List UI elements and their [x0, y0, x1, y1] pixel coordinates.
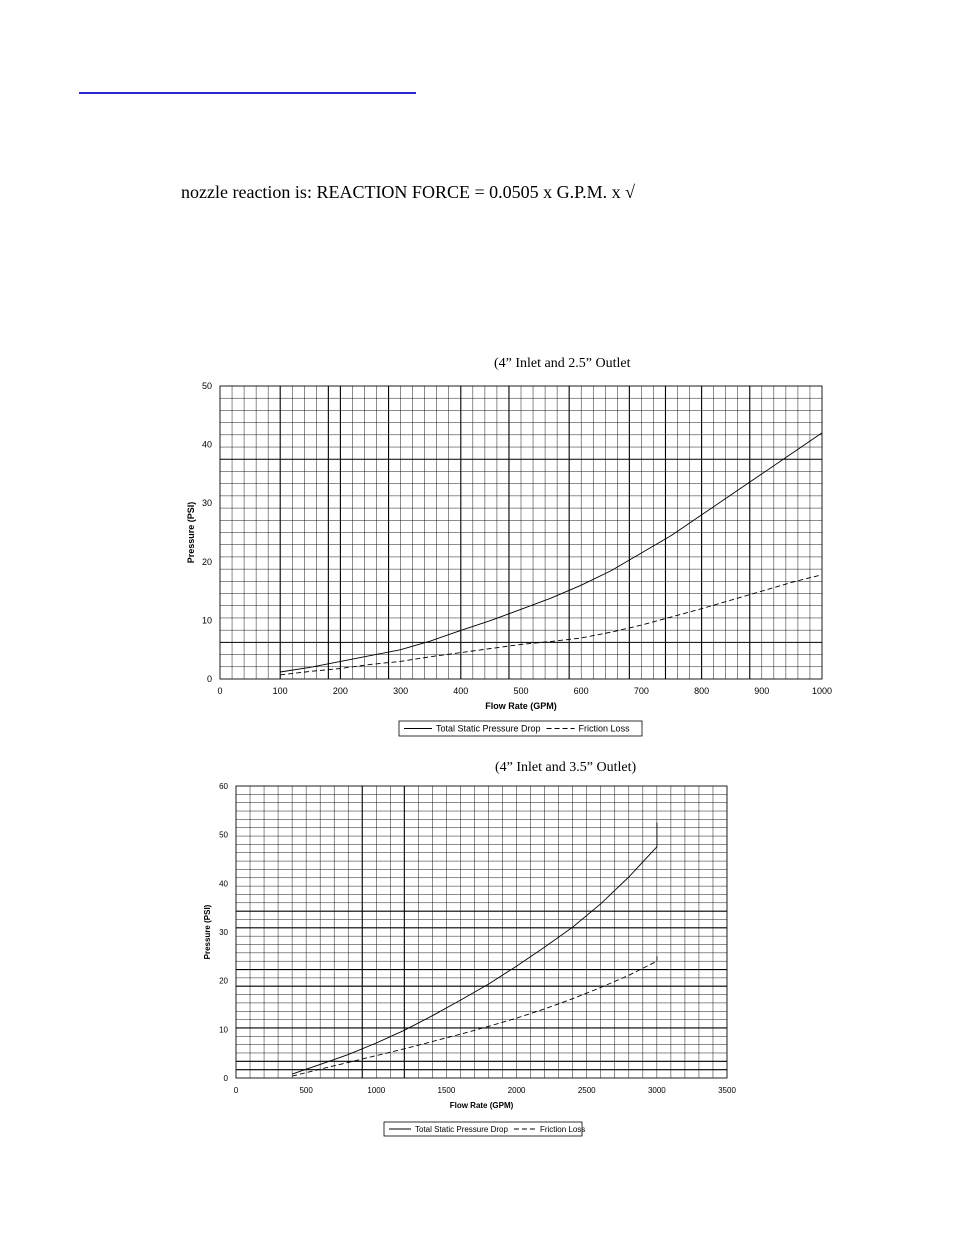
legend-label-total-static-pressure-drop: Total Static Pressure Drop [415, 1125, 508, 1134]
x-tick-label: 500 [299, 1086, 313, 1095]
y-tick-label: 20 [201, 556, 212, 567]
x-tick-label: 200 [332, 686, 348, 696]
y-tick-label: 40 [201, 439, 212, 450]
reaction-formula-text: nozzle reaction is: REACTION FORCE = 0.0505 x G.P.M. x √ [181, 182, 635, 202]
y-axis-label: Pressure (PSI) [186, 501, 196, 564]
y-tick-label: 20 [219, 976, 228, 986]
x-tick-label: 3500 [718, 1086, 736, 1095]
series-line-friction-loss [280, 575, 822, 675]
chart-1-grid [220, 386, 822, 679]
legend-label-friction-loss: Friction Loss [539, 1125, 586, 1134]
chart-2-group [203, 782, 736, 1136]
x-axis-label: Flow Rate (GPM) [485, 701, 557, 711]
plot-frame [236, 786, 727, 1078]
x-tick-label: 1000 [367, 1086, 386, 1095]
y-tick-label: 40 [219, 879, 228, 889]
y-tick-label: 10 [219, 1025, 228, 1035]
legend-label-friction-loss: Friction Loss [578, 723, 630, 734]
chart-1-group [186, 381, 832, 736]
y-tick-label: 0 [223, 1074, 228, 1083]
y-tick-label: 30 [201, 498, 212, 509]
y-tick-label: 50 [201, 381, 212, 391]
x-tick-label: 500 [513, 686, 529, 696]
x-tick-label: 400 [453, 686, 469, 696]
x-tick-label: 700 [633, 686, 649, 696]
x-tick-label: 300 [393, 686, 409, 696]
x-tick-label: 0 [233, 1086, 239, 1095]
x-tick-label: 3000 [647, 1086, 666, 1095]
x-tick-label: 1500 [437, 1086, 456, 1095]
y-tick-label: 60 [219, 782, 228, 791]
x-axis-label: Flow Rate (GPM) [449, 1101, 514, 1110]
chart-2-title: (4” Inlet and 3.5” Outlet) [495, 760, 637, 775]
y-tick-label: 10 [201, 615, 212, 626]
y-tick-label: 50 [219, 830, 228, 840]
x-tick-label: 1000 [811, 686, 833, 696]
chart-2-legend [384, 1122, 585, 1136]
x-tick-label: 2500 [577, 1086, 596, 1095]
chart-1-title: (4” Inlet and 2.5” Outlet [494, 356, 631, 371]
chart-2-grid [236, 786, 727, 1078]
legend-label-total-static-pressure-drop: Total Static Pressure Drop [436, 723, 541, 734]
x-tick-label: 100 [272, 686, 288, 696]
y-tick-label: 0 [206, 674, 212, 684]
series-line-total-static-pressure-drop [280, 433, 822, 672]
x-tick-label: 600 [573, 686, 589, 696]
x-tick-label: 0 [217, 686, 223, 696]
chart-1-legend [399, 721, 642, 736]
x-tick-label: 800 [694, 686, 710, 696]
y-tick-label: 30 [219, 928, 228, 937]
x-tick-label: 900 [754, 686, 770, 696]
x-tick-label: 2000 [507, 1086, 526, 1095]
y-axis-label: Pressure (PSI) [203, 904, 212, 960]
